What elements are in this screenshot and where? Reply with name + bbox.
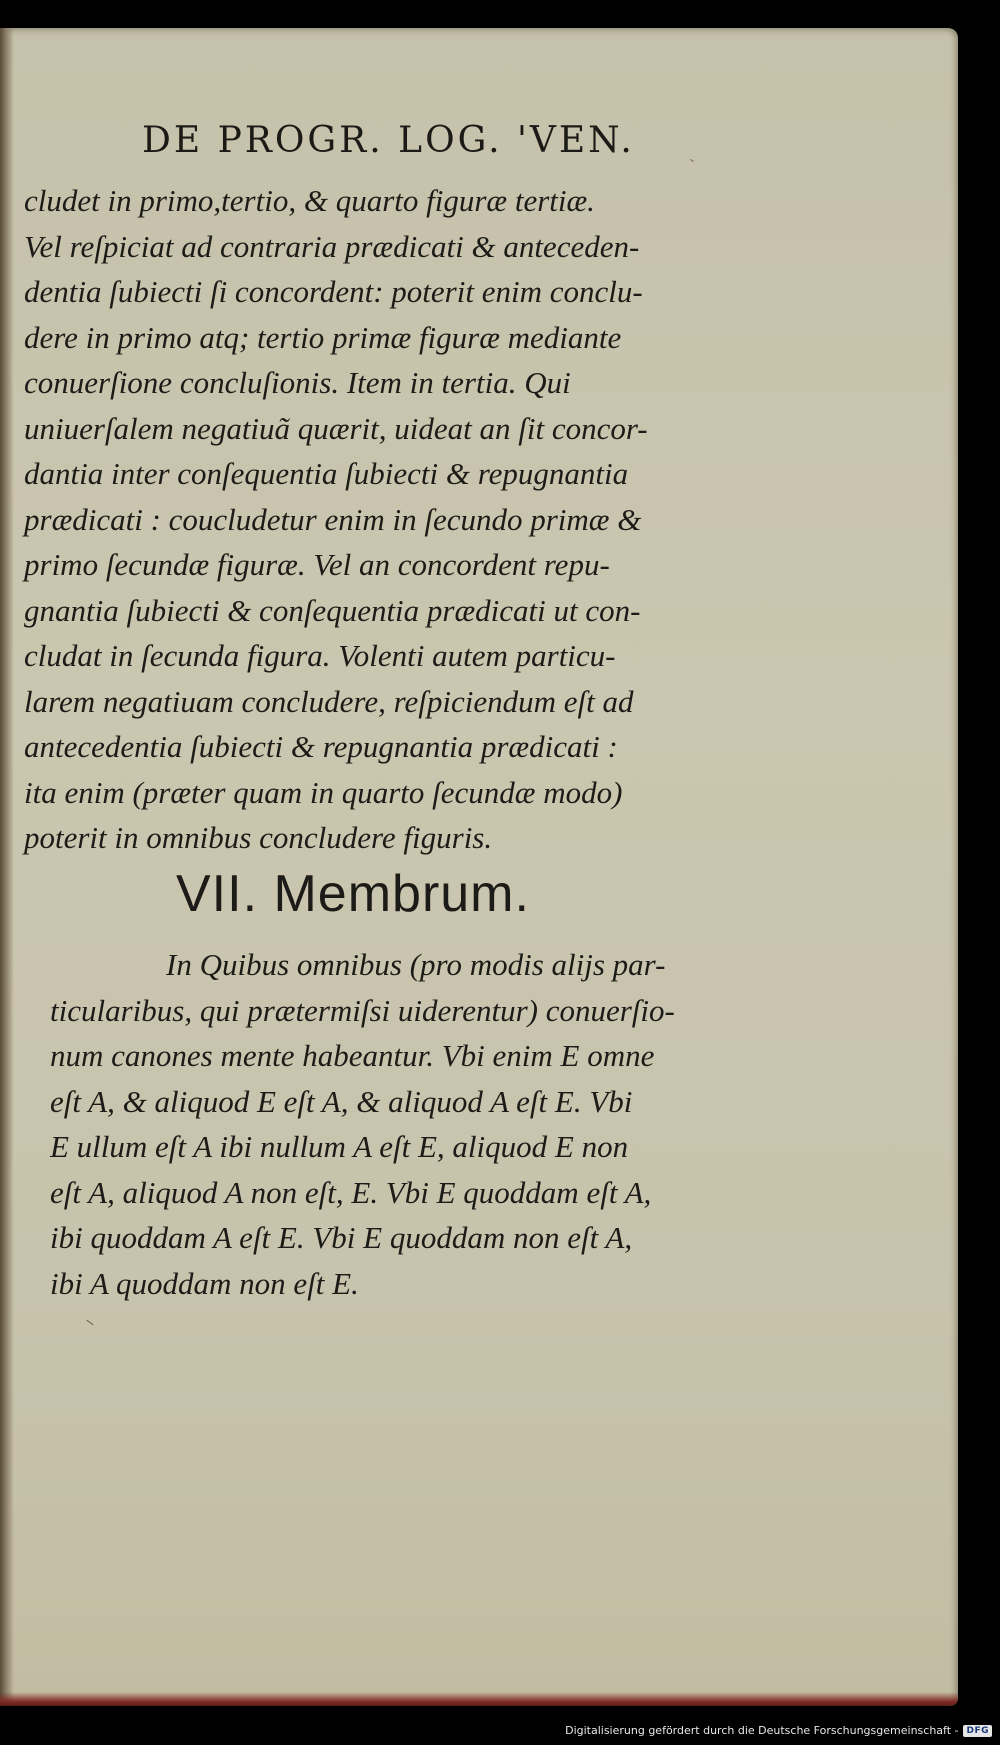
text-line: conuerſione concluſionis. Item in tertia. Qui	[24, 365, 571, 400]
running-head: DE PROGR. LOG. 'VEN.	[142, 120, 635, 161]
paragraph-2	[50, 942, 775, 1306]
text-line: gnantia ſubiecti & conſequentia prædicati ut con-	[24, 592, 641, 628]
page-bottom-edge	[0, 1692, 958, 1706]
text-line: ticularibus, qui prætermiſsi uiderentur) conuerſio-	[50, 992, 675, 1028]
section-heading: VII. Membrum.	[176, 865, 530, 923]
text-line: cludat in ſecunda figura. Volenti autem particu-	[24, 638, 616, 673]
text-line: In Quibus omnibus (pro modis alijs par-	[166, 947, 666, 982]
text-line: ita enim (præter quam in quarto ſecundæ modo)	[24, 774, 623, 810]
credit-text: Digitalisierung gefördert durch die Deutsche Forschungsgemeinschaft -	[565, 1724, 959, 1737]
text-line: cludet in primo,tertio, & quarto figuræ tertiæ.	[24, 183, 595, 218]
text-line: Vel reſpiciat ad contraria prædicati & anteceden-	[24, 228, 640, 264]
text-line: dantia inter conſequentia ſubiecti & repugnantia	[24, 456, 629, 491]
paragraph-1	[24, 178, 759, 861]
text-line: larem negatiuam concludere, reſpiciendum eſt ad	[24, 683, 634, 719]
page-gutter-shadow	[0, 28, 14, 1706]
text-line: dere in primo atq; tertio primæ figuræ mediante	[24, 319, 622, 355]
text-line: primo ſecundæ figuræ. Vel an concordent repu-	[24, 547, 610, 582]
text-line: ibi A quoddam non eſt E.	[50, 1265, 359, 1301]
dfg-logo[interactable]: DFG	[963, 1725, 992, 1737]
text-line: eſt A, & aliquod E eſt A, & aliquod A eſt E. Vbi	[50, 1083, 633, 1119]
text-line: num canones mente habeantur. Vbi enim E omne	[50, 1038, 655, 1073]
text-line: ibi quoddam A eſt E. Vbi E quoddam non eſt A,	[50, 1220, 633, 1255]
text-line: prædicati : coucludetur enim in ſecundo primæ &	[24, 501, 642, 537]
text-line: poterit in omnibus concludere figuris.	[24, 820, 493, 855]
text-line: E ullum eſt A ibi nullum A eſt E, aliquod E non	[50, 1129, 629, 1164]
text-line: eſt A, aliquod A non eſt, E. Vbi E quoddam eſt A,	[50, 1174, 652, 1210]
digitization-credit	[565, 1724, 992, 1737]
text-line: uniuerſalem negatiuã quærit, uideat an ſit concor-	[24, 410, 648, 446]
text-line: antecedentia ſubiecti & repugnantia prædicati :	[24, 729, 618, 764]
text-line: dentia ſubiecti ſi concordent: poterit enim conclu-	[24, 274, 643, 309]
